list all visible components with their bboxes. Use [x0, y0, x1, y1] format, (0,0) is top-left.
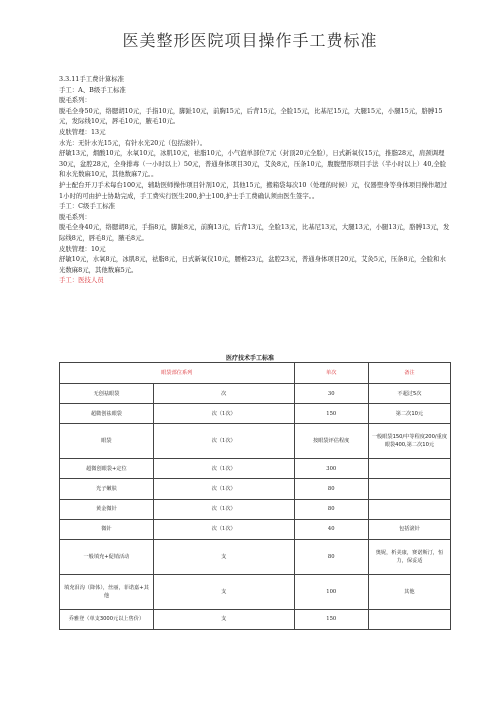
note-cell [368, 459, 450, 479]
unit-cell: 次（1次） [153, 519, 294, 539]
unit-cell: 次（1次） [153, 459, 294, 479]
price-cell: 80 [294, 479, 368, 499]
note-cell: 不超过5次 [368, 384, 450, 404]
table-row [60, 540, 451, 575]
paragraph: 舒敏13元，烟酸10元，水氧10元，冰肌10元，祛脂10元，小气泡单部位7元（封顶20元全脸），日式新氧仪15元，推脂28元，肩颈调理30元，盆腔28元，全身排毒（一小时以上）50元，普通身体项目30元，艾灸8元，压条10元，腹腹塑形项目手法（半小时以上）40,全脸和水光数麻10元，其他数麻7元。。 [59, 149, 447, 179]
header-cell: 单次 [294, 363, 368, 384]
red-heading: 手工：医技人员 [59, 276, 104, 285]
note-cell: 一般眼袋150/中等程度200/重度眼袋400,第二次10元 [368, 424, 450, 459]
table-row [60, 574, 451, 609]
table-title: 医疗技术手工标准 [225, 355, 274, 362]
note-cell: 包括滚针 [368, 519, 450, 539]
note-cell: 奥妮，析美康，赛诺斯汀，恒力，保妥适 [368, 540, 450, 575]
paragraph: 护士配台开刀手术每台100元，辅助医师操作项目针剂10元，其他15元，搬箱袋每次10（处理的时候）元，仪器塑身等身体项目操作超过1小时的可由护士协助完成，手工费实行医生200,护士100,护士手工费确认须由医生签字。。 [59, 180, 448, 200]
item-cell: 乔雅登（单支3000元以上售价） [60, 609, 154, 629]
header-cell: 备注 [368, 363, 450, 384]
item-cell: 无创祛眼袋 [60, 384, 154, 404]
price-cell: 300 [294, 459, 368, 479]
note-cell: 其他 [368, 574, 450, 609]
note-cell: 第二次10元 [368, 404, 450, 424]
item-cell: 微针 [60, 519, 154, 539]
note-cell [368, 499, 450, 519]
table-row [60, 384, 451, 404]
note-cell [368, 479, 450, 499]
table-row [60, 499, 451, 519]
table-row [60, 479, 451, 499]
unit-cell: 次 [153, 384, 294, 404]
section-heading: 3.3.11手工费计算标准 [59, 75, 125, 83]
paragraph: 脱毛系列： [59, 212, 91, 221]
table-header-row [60, 363, 451, 384]
paragraph: 手工：C级手工标准 [59, 202, 116, 211]
price-cell: 100 [294, 574, 368, 609]
item-cell: 眼袋 [60, 424, 154, 459]
item-cell: 填充泪沟（降体），丝丽，菲诺嘉+其他 [60, 574, 154, 609]
table-row [60, 404, 451, 424]
table-row [60, 609, 451, 629]
item-cell: 光子嫩肤 [60, 479, 154, 499]
paragraph: 脱毛全身50元，络腮胡10元，手指10元，脚趾10元，前胸15元，后背15元，全脸15元，比基尼15元，大腿15元，小腿15元，胳膊15元，发际线10元，唇毛10元，腋毛10元。 [59, 106, 443, 126]
item-cell: 黄金微针 [60, 499, 154, 519]
unit-cell: 次（1次） [153, 499, 294, 519]
unit-cell: 次（1次） [153, 479, 294, 499]
page-title: 医美整形医院项目操作手工费标准 [122, 31, 378, 50]
price-cell: 150 [294, 609, 368, 629]
item-cell: 超微创眼袋+定位 [60, 459, 154, 479]
paragraph: 皮肤管理：13元 [59, 127, 106, 136]
fee-table [59, 362, 451, 630]
paragraph: 水光：无针水光15元，有针水光20元（包括滚针）。 [59, 138, 207, 147]
unit-cell: 次（1次） [153, 424, 294, 459]
item-cell: 一般填充+促销活动 [60, 540, 154, 575]
body-text [59, 74, 451, 286]
unit-cell: 支 [153, 574, 294, 609]
item-cell: 超微创祛眼袋 [60, 404, 154, 424]
table-row [60, 424, 451, 459]
price-cell: 80 [294, 499, 368, 519]
unit-cell: 次（1次） [153, 404, 294, 424]
price-cell: 150 [294, 404, 368, 424]
price-cell: 40 [294, 519, 368, 539]
price-cell: 30 [294, 384, 368, 404]
paragraph: 脱毛系列： [59, 96, 91, 105]
price-cell: 80 [294, 540, 368, 575]
unit-cell: 支 [153, 609, 294, 629]
paragraph: 脱毛全身40元，络腮胡8元，手指8元，脚趾8元，前胸13元，后背13元，全脸13元，比基尼13元，大腿13元，小腿13元，胳膊13元，发际线8元，唇毛8元，腋毛8元。 [59, 223, 450, 242]
table-row [60, 519, 451, 539]
note-cell [368, 609, 450, 629]
paragraph: 手工：A、B级手工标准 [59, 85, 126, 94]
price-cell: 按眼袋评估程度 [294, 424, 368, 459]
paragraph: 皮肤管理：10元 [59, 244, 106, 253]
paragraph: 舒敏10元，水氧8元，冰肌8元，祛脂8元，日式新氧仪10元，腰椎23元，盆腔23元，普通身体项目20元，艾灸5元，压条8元，全脸和水光数麻8元，其他数麻5元。 [59, 255, 446, 274]
header-cell: 眼袋部位系列 [60, 363, 295, 384]
unit-cell: 支 [153, 540, 294, 575]
table-row [60, 459, 451, 479]
